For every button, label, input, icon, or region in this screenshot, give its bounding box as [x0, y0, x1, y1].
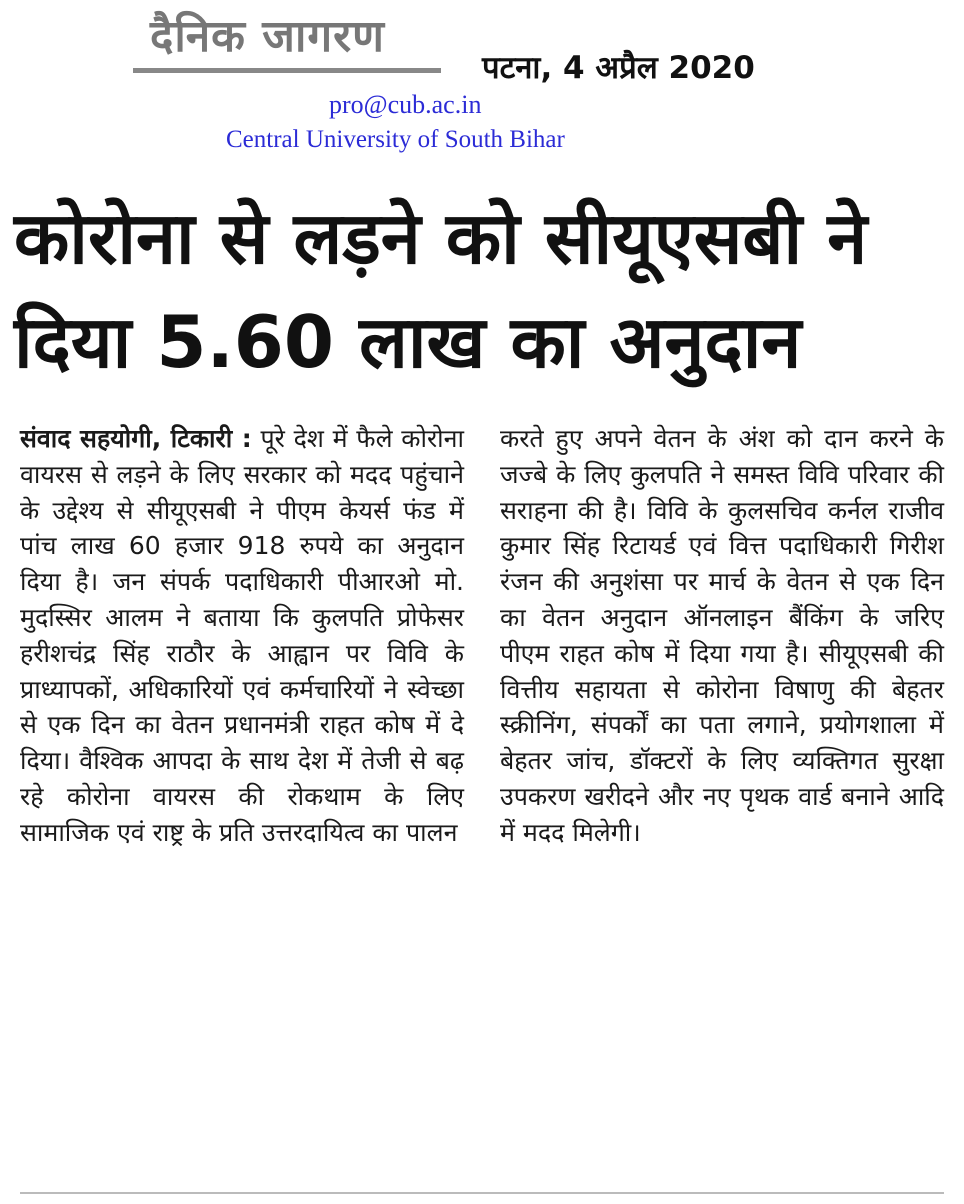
contact-email: pro@cub.ac.in: [329, 90, 482, 119]
university-name: Central University of South Bihar: [226, 126, 565, 153]
article-column-left: [20, 421, 464, 851]
article-byline: संवाद सहयोगी, टिकारी :: [20, 424, 252, 453]
article-body-right: करते हुए अपने वेतन के अंश को दान करने के जज्बे के लिए कुलपति ने समस्त विवि परिवार की सराहना की है। विवि के कुलसचिव कर्नल राजीव कुमार सिंह रिटायर्ड एवं वित्त पदाधिकारी गिरीश रंजन की अनुशंसा पर मार्च के वेतन से एक दिन का वेतन अनुदान ऑनलाइन बैंकिंग के जरिए पीएम राहत कोष में दिया गया है। सीयूएसबी की वित्तीय सहायता से कोरोना विषाणु की बेहतर स्क्रीनिंग, संपर्कों का पता लगाने, प्रयोगशाला में बेहतर जांच, डॉक्टरों के लिए व्यक्तिगत सुरक्षा उपकरण खरीदने और नए पृथक वार्ड बनाने आदि में मदद मिलेगी।: [500, 424, 944, 847]
article-body-left: पूरे देश में फैले कोरोना वायरस से लड़ने के लिए सरकार को मदद पहुंचाने के उद्देश्य से सीयूएसबी ने पीएम केयर्स फंड में पांच लाख 60 हजार 918 रुपये का अनुदान दिया है। जन संपर्क पदाधिकारी पीआरओ मो. मुदस्सिर आलम ने बताया कि कुलपति प्रोफेसर हरीशचंद्र सिंह राठौर के आह्वान पर विवि के प्राध्यापकों, अधिकारियों एवं कर्मचारियों ने स्वेच्छा से एक दिन का वेतन प्रधानमंत्री राहत कोष में दे दिया। वैश्विक आपदा के साथ देश में तेजी से बढ़ रहे कोरोना वायरस की रोकथाम के लिए सामाजिक एवं राष्ट्र के प्रति उत्तरदायित्व का पालन: [20, 424, 464, 847]
dateline: पटना, 4 अप्रैल 2020: [482, 50, 755, 86]
article-headline: कोरोना से लड़ने को सीयूएसबी ने दिया 5.60 लाख का अनुदान: [14, 196, 868, 384]
article-column-right: [500, 421, 944, 851]
newspaper-masthead: दैनिक जागरण: [150, 11, 385, 62]
bottom-divider: [20, 1192, 944, 1194]
masthead-underline: [133, 68, 441, 73]
